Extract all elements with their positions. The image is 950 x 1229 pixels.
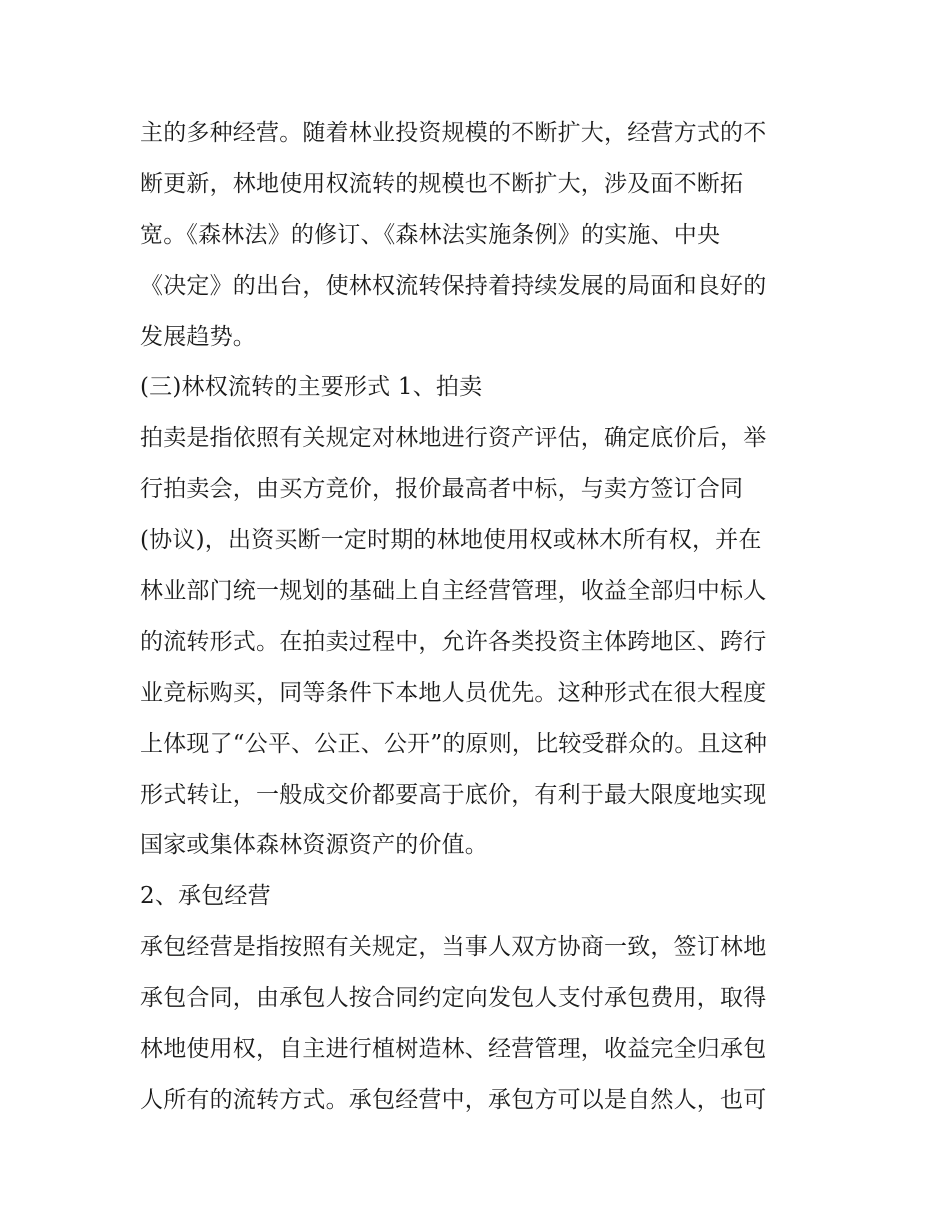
text-line: 形式转让，一般成交价都要高于底价，有利于最大限度地实现 <box>140 781 767 808</box>
text-line: 上体现了“公平、公正、公开”的原则，比较受群众的。且这种 <box>140 730 768 757</box>
text-line: 宽。《森林法》的修订、《森林法实施条例》的实施、中央 <box>140 221 721 248</box>
text-line: 林地使用权，自主进行植树造林、经营管理，收益完全归承包 <box>140 1036 767 1063</box>
text-line: 人所有的流转方式。承包经营中，承包方可以是自然人，也可 <box>140 1086 767 1113</box>
section-heading: (三)林权流转的主要形式 1、拍卖 <box>140 374 483 401</box>
text-line: 拍卖是指依照有关规定对林地进行资产评估，确定底价后，举 <box>140 425 767 452</box>
subsection-heading: 2、承包经营 <box>140 883 271 910</box>
text-line: 承包合同，由承包人按合同约定向发包人支付承包费用，取得 <box>140 985 767 1012</box>
text-line: 林业部门统一规划的基础上自主经营管理，收益全部归中标人 <box>140 578 767 605</box>
text-line: 的流转形式。在拍卖过程中，允许各类投资主体跨地区、跨行 <box>140 628 767 655</box>
text-line: 业竞标购买，同等条件下本地人员优先。这种形式在很大程度 <box>140 679 767 706</box>
text-line: 承包经营是指按照有关规定，当事人双方协商一致，签订林地 <box>140 934 767 961</box>
text-line: (协议)，出资买断一定时期的林地使用权或林木所有权，并在 <box>140 527 762 554</box>
text-line: 行拍卖会，由买方竞价，报价最高者中标，与卖方签订合同 <box>140 476 744 503</box>
text-line: 国家或集体森林资源资产的价值。 <box>140 832 488 859</box>
text-line: 主的多种经营。随着林业投资规模的不断扩大，经营方式的不 <box>140 120 767 146</box>
body-text <box>140 108 820 1126</box>
text-line: 断更新，林地使用权流转的规模也不断扩大，涉及面不断拓 <box>140 170 744 197</box>
text-line: 发展趋势。 <box>140 323 256 350</box>
text-line: 《决定》的出台，使林权流转保持着持续发展的局面和良好的 <box>140 272 767 299</box>
